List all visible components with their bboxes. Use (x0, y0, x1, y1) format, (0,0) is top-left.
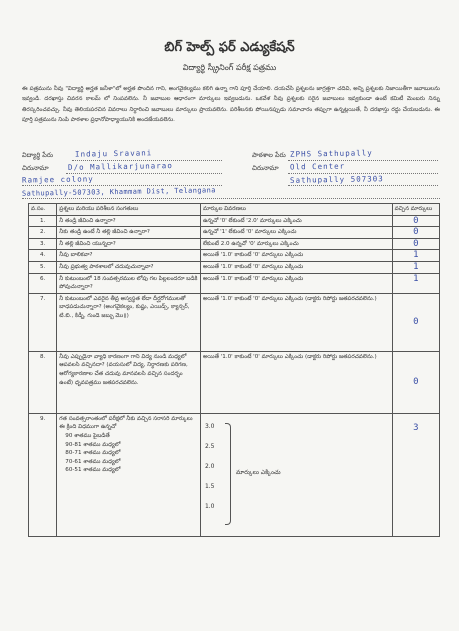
grade-range-item: 70-61 శాతము మధ్యలో (65, 458, 121, 465)
row-question: నీ తల్లి జీవించి యున్నదా? (57, 238, 201, 250)
student-name-value: Indaju Sravani (74, 148, 153, 159)
row-question: నీ కుటుంబంలో ఎవరైన తీవ్ర అస్వస్థత లేదా దీర్ఘరోగములతో బాధపడుచున్నారా? (అంగవైకల్యం, కుష్టు, ఎయిడ్స్, క్యాన్సర్, టి.బి., కిడ్నీ, గుండె జబ్బు మొ॥) (57, 293, 201, 351)
address-line-2-value: Sathupally-507303, Khammam Dist, Telangana (21, 186, 216, 198)
row-number: 6. (29, 273, 57, 293)
row-scoring: లేకుంటే 2.0 ఉన్నచో '0' మార్కులు ఎక్కించు (200, 238, 392, 250)
table-row (29, 227, 440, 239)
scale-caption: మార్కులు ఎక్కించు (235, 468, 281, 476)
row-question: నీకు తండ్రి ఉంటే నీ తల్లి జీవించి ఉన్నారా? (57, 227, 201, 239)
row-question: నీ కుటుంబంలో 18 సంవత్సరముల లోపు గల పిల్లలందరూ బడికి పోవుచున్నారా? (57, 273, 201, 293)
document-subtitle: విద్యార్థి స్క్రీనింగ్ పరీక్ష పత్రము (182, 63, 277, 72)
score-scale (203, 415, 390, 535)
table-row (29, 413, 440, 536)
scale-value: 2.0 (204, 462, 215, 470)
student-name-label: విద్యార్థి పేరు (22, 151, 54, 159)
scale-brace (225, 423, 231, 525)
table-header-row (29, 204, 440, 216)
row-question: నీవు ఎప్పుడైనా వ్యాధి కారణంగా గాని విద్య నుండి మధ్యలో ఆపవలసి వచ్చినదా? (వయసులో విద్య, నిర్ధారణకు పరిగణ, ఆరోగ్యకారణాల చేత చదువు మానవలసి వచ్చిన సందర్భం ఉంటే) ధృవపత్రము జతపరచవలెను. (57, 351, 201, 413)
row-scoring: అయితే '1.0' కాకుంటే '0' మార్కులు ఎక్కించు (200, 250, 392, 262)
row-number: 9. (29, 413, 57, 536)
scale-value: 2.5 (204, 442, 215, 450)
grade-range-list (59, 432, 198, 475)
school-name-value: ZPHS Sathupally (289, 148, 373, 159)
table-row (29, 351, 440, 413)
col-header-question: ప్రశ్నలు మరియు పరిశీలన సంగతులు (57, 204, 201, 216)
table-row (29, 250, 440, 262)
row-question-text: గత సంవత్సరాంతంలో పరీక్షలో నీకు వచ్చిన సరాసరి మార్కులు ఈ క్రింది విధముగా ఉన్నచో (59, 415, 193, 431)
address-value: D/o Mallikarjunarao (67, 161, 173, 172)
row-mark: 0 (392, 227, 439, 239)
scale-value: 1.0 (204, 502, 215, 510)
row-scoring (200, 413, 392, 536)
scale-value: 3.0 (204, 422, 215, 430)
col-header-marks: వచ్చిన మార్కులు (392, 204, 439, 216)
school-village-value: Sathupally 507303 (289, 174, 384, 185)
table-row (29, 261, 440, 273)
row-mark: 0 (392, 238, 439, 250)
table-row (29, 273, 440, 293)
intro-paragraph: ఈ పత్రమును నీవు "విద్యార్థి అర్హత జనీశా"లో అర్హత పొందిన గాని, అంగవైకల్యము కలిగి ఉన్నా గాని పూర్తి చేయాలి. దయచేసి ప్రశ్నలను జాగ్రత్తగా చదివి, అన్ని ప్రశ్నలకు నిజాయితీగా జవాబులను ఇవ్వండి. దరఖాస్తు చివరన కాలమ్ లో నింపవలెను. నీ జవాబుల ఆధారంగా మార్కులు ఇవ్వబడును. ఒకవేళ నీవు ప్రశ్నలకు సరైన జవాబులు ఇవ్వకుండా ఉంటే కమిటీ మెంబరు నిన్ను తిరస్కరించవచ్చు. నీవు తెలియపరచిన వివరాలు నిర్ధారించి జవాబులు మార్కులు ప్రాయవలెను. పరిశీలనకు పోయినప్పుడు సమాచారం తప్పుగా ఉన్నట్లయితే, నీ దరఖాస్తు రద్దు చేయబడును. ఈ పూర్తి పత్రమును నింపి పాఠశాల ప్రధానోపాధ్యాయునికి అందజేయవలెను. (22, 86, 440, 124)
row-scoring: ఉన్నచో '0' లేకుంటే '2.0' మార్కులు ఎక్కించు (200, 215, 392, 227)
document-title: బిగ్ హెల్ప్ ఫర్ ఎడ్యుకేషన్ (164, 40, 295, 55)
grade-range-item: 90 శాతము పైబడితే (65, 432, 110, 439)
grade-range-item: 60-51 శాతము మధ్యలో (65, 467, 121, 474)
row-scoring: ఉన్నచో '1' లేకుంటే '0' మార్కులు ఎక్కించు (200, 227, 392, 239)
row-number: 1. (29, 215, 57, 227)
school-village-line (288, 185, 438, 186)
row-question (57, 413, 201, 536)
table-row (29, 238, 440, 250)
row-scoring: అయితే '1.0' కాకుంటే '0' మార్కులు ఎక్కించు (200, 273, 392, 293)
grade-range-item: 90-81 శాతము మధ్యలో (65, 441, 121, 448)
row-question: నీవు బాలికవా? (57, 250, 201, 262)
row-mark: 1 (392, 261, 439, 273)
row-number: 5. (29, 261, 57, 273)
row-scoring: అయితే '1.0' కాకుంటే '0' మార్కులు ఎక్కించు (200, 261, 392, 273)
row-mark: 0 (392, 293, 439, 351)
row-mark: 0 (392, 215, 439, 227)
table-row (29, 293, 440, 351)
row-scoring: అయితే '1.0' కాకుంటే '0' మార్కులు ఎక్కించు (డాక్టరు రిపోర్టు జతపరచవలెను.) (200, 293, 392, 351)
row-number: 8. (29, 351, 57, 413)
row-mark: 1 (392, 250, 439, 262)
row-mark: 0 (392, 351, 439, 413)
row-mark: 3 (392, 413, 439, 536)
school-name-line (288, 160, 438, 161)
grade-range-item: 80-71 శాతము మధ్యలో (65, 450, 121, 457)
row-question: నీ తండ్రి జీవించి ఉన్నారా? (57, 215, 201, 227)
row-question: నీవు ప్రభుత్వ పాఠశాలలో చదువుచున్నావా? (57, 261, 201, 273)
table-row (29, 215, 440, 227)
school-address-value: Old Center (289, 161, 346, 172)
row-scoring: అయితే '1.0' కాకుంటే '0' మార్కులు ఎక్కించు (డాక్టరు రిపోర్టు జతపరచవలెను.) (200, 351, 392, 413)
school-name-label: పాఠశాల పేరు (252, 151, 286, 159)
address-label: చిరునామా (22, 164, 49, 172)
row-mark: 1 (392, 273, 439, 293)
row-number: 7. (29, 293, 57, 351)
col-header-number: వ.సం. (29, 204, 57, 216)
address-line-2 (22, 198, 440, 199)
colony-value: Ramjee colony (21, 174, 94, 185)
row-number: 2. (29, 227, 57, 239)
questions-table (28, 203, 440, 537)
col-header-scoring: మార్కుల వివరణలు (200, 204, 392, 216)
row-number: 4. (29, 250, 57, 262)
row-number: 3. (29, 238, 57, 250)
scale-value: 1.5 (204, 482, 215, 490)
school-address-label: చిరునామా (252, 164, 279, 172)
